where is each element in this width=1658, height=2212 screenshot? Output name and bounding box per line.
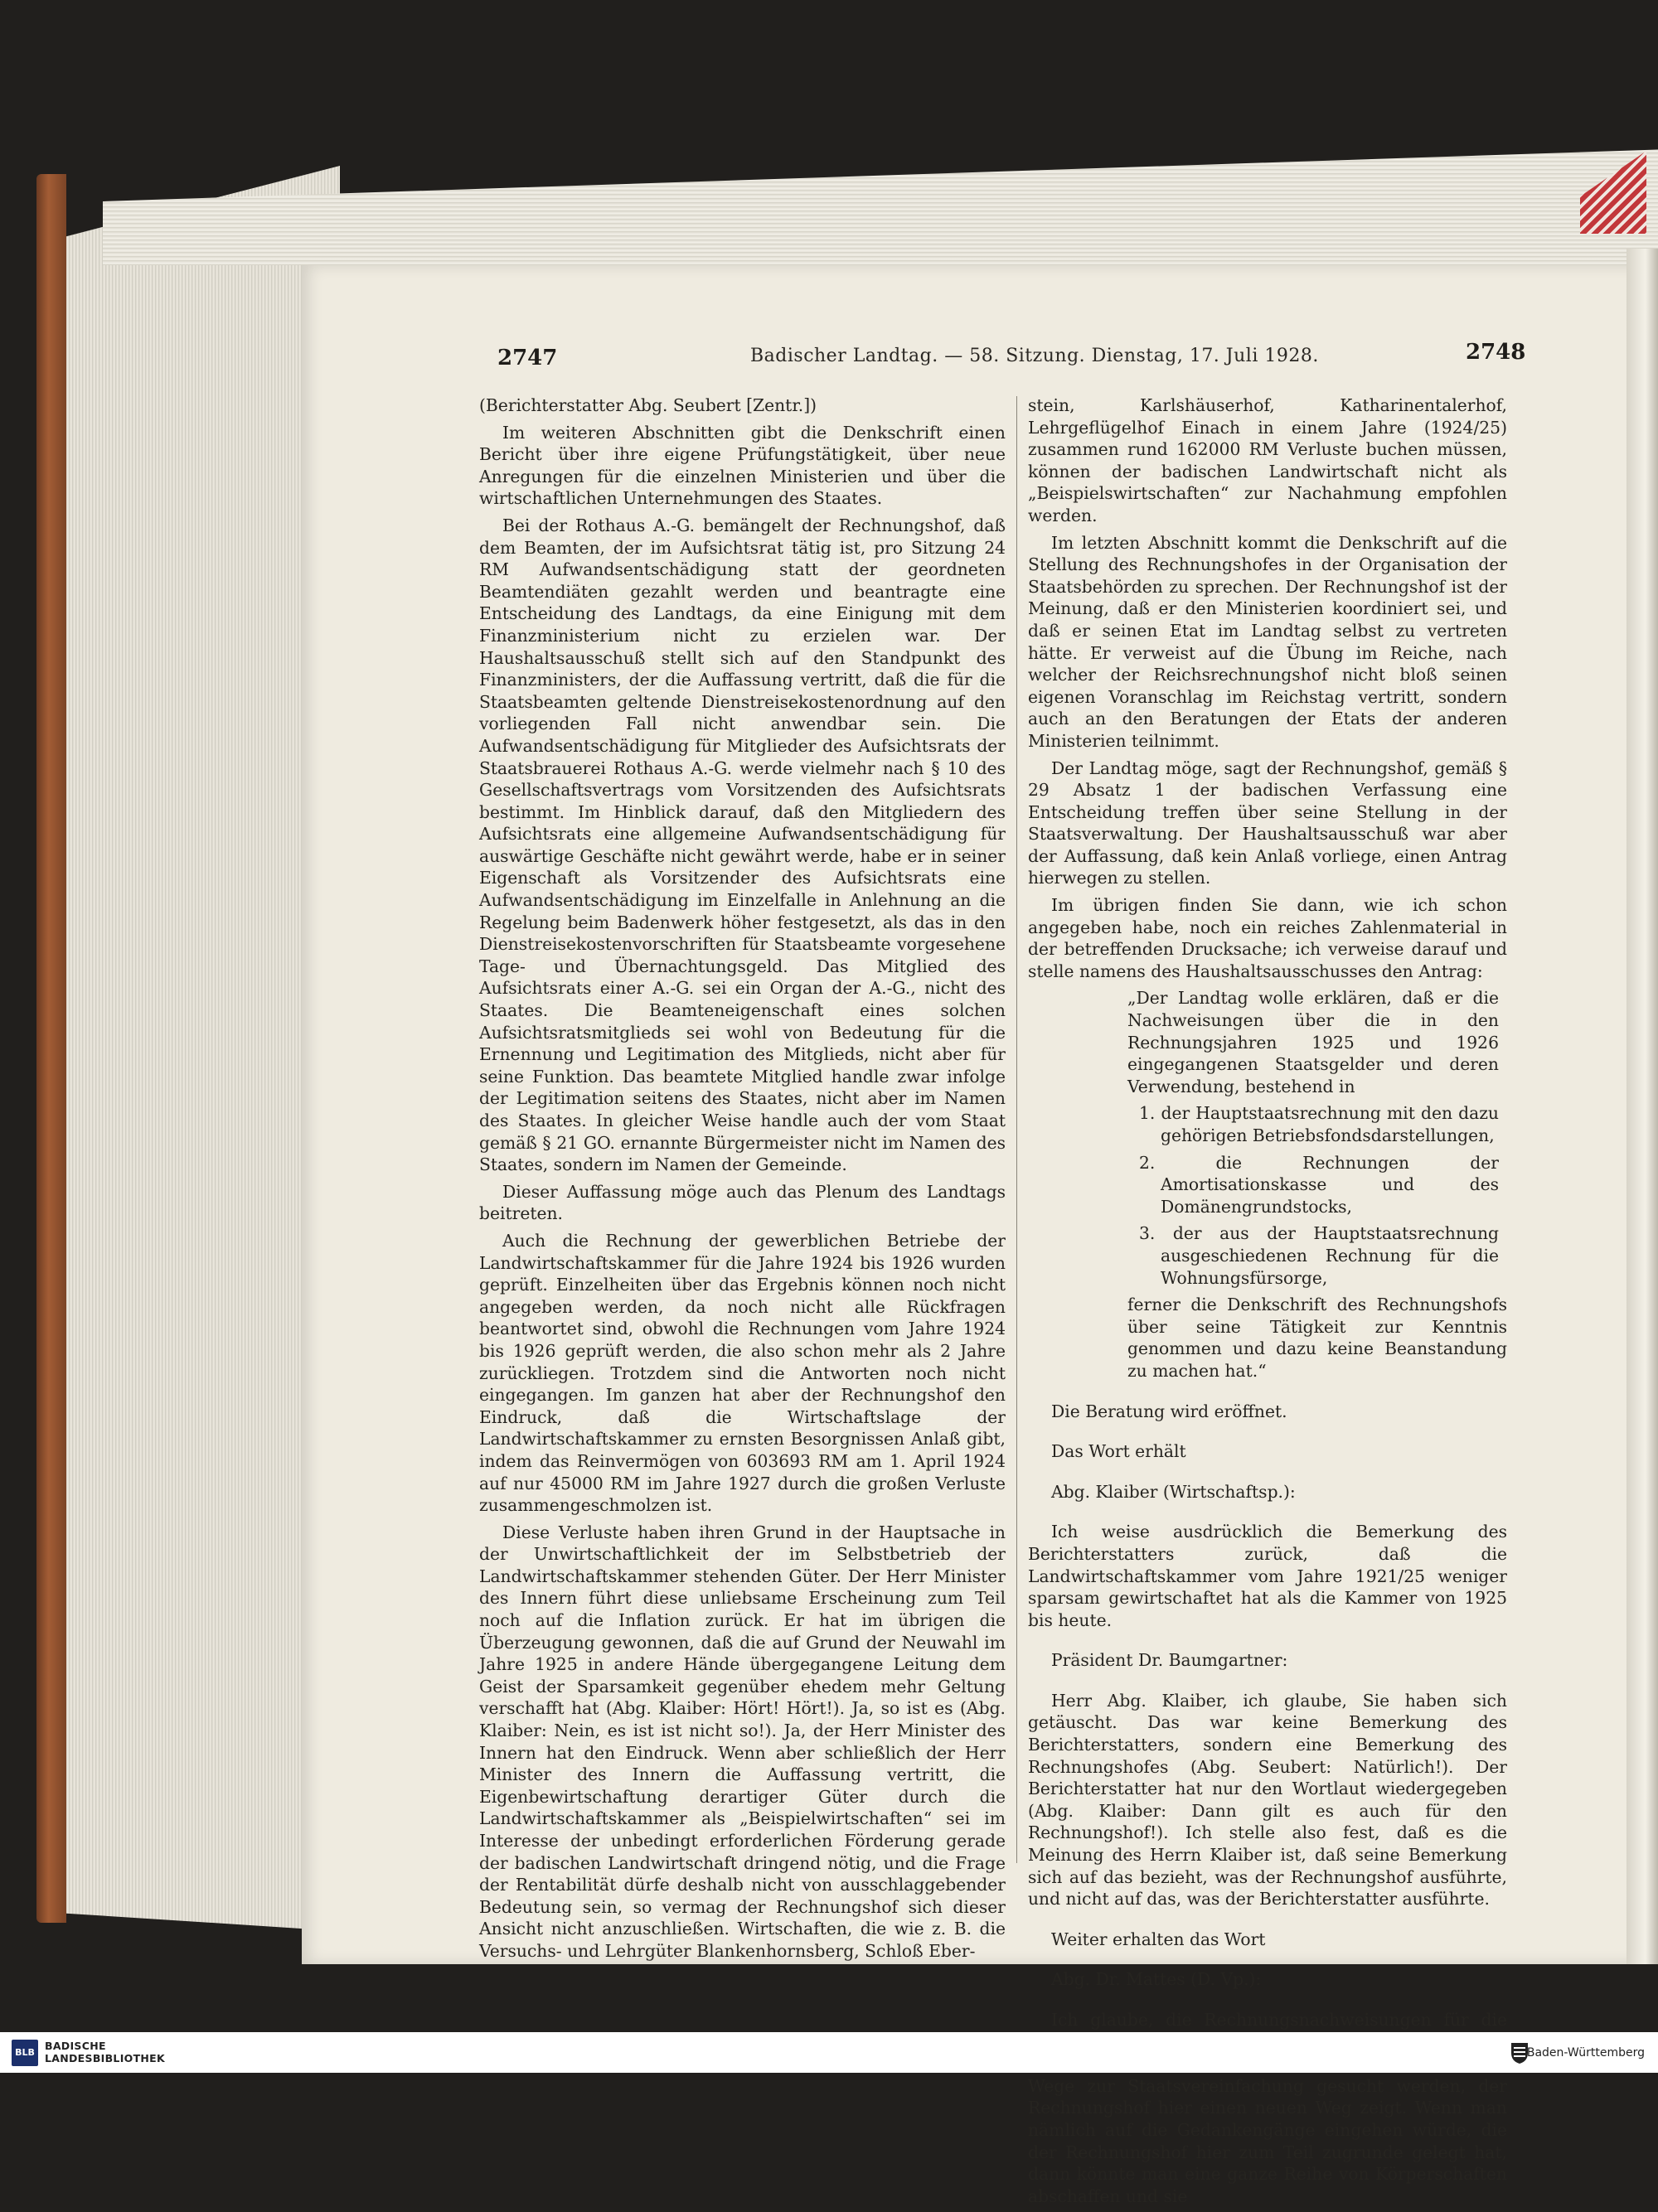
motion-quote: „Der Landtag wolle erklären, daß er die Nachweisungen über die in den Rechnungsjahren 1925 und 1926 eingegangenen Staatsgelder und deren Verwendung, bestehend in	[1127, 988, 1499, 1096]
paragraph: Im übrigen finden Sie dann, wie ich schon angegeben habe, noch ein reiches Zahlenmaterial in der betreffenden Drucksache; ich verweise darauf und stelle namens des Haushaltsausschusses den Antrag:	[1028, 895, 1507, 981]
paragraph: Ich glaube, die Rechnungsnachweisungen für die Wege zur Staatsvereinfachung gesucht werden, der Rechnungshof hier einen neuen Weg zeigt. Wenn man nämlich auf die Gedankengänge eingehen würde, die der Rechnungshof hier zum Teil zugrunde gelegt hat, dann könnte man eine ganze Reihe von Körperschaften abschaffen und sie	[1028, 2010, 1507, 2206]
left-column	[479, 394, 1006, 1968]
speaker-heading: Präsident Dr. Baumgartner:	[1051, 1650, 1288, 1671]
paragraph: stein, Karlshäuserhof, Katharinentalerhof, Lehrgeflügelhof Einach in einem Jahre (1924/25) zusammen rund 162000 RM Verluste buchen müssen, können der badischen Landwirtschaft nicht als „Beispielswirtschaften“ zur Nachahmung empfohlen werden.	[1028, 395, 1507, 525]
paragraph: Im weiteren Abschnitten gibt die Denkschrift einen Bericht über ihre eigene Prüfungstätigkeit, über neue Anregungen für die einzelnen Ministerien und über die wirtschaftlichen Unternehmungen des Staates.	[479, 422, 1006, 509]
footer-bar	[0, 2032, 1658, 2073]
library-name[interactable]	[45, 2040, 165, 2064]
speaker-heading: Abg. Klaiber (Wirtschaftsp.):	[1051, 1481, 1296, 1502]
procedural-note: Die Beratung wird eröffnet.	[1051, 1401, 1287, 1421]
list-item: 1. der Hauptstaatsrechnung mit den dazu gehörigen Betriebsfondsdarstellungen,	[1139, 1103, 1499, 1145]
motion-quote-end: ferner die Denkschrift des Rechnungshofs über seine Tätigkeit zur Kenntnis genommen und dazu keine Beanstandung zu machen hat.“	[1127, 1295, 1507, 1381]
page-number-left: 2747	[497, 346, 558, 370]
procedural-note: Weiter erhalten das Wort	[1051, 1929, 1266, 1949]
paragraph: Diese Verluste haben ihren Grund in der Hauptsache in der Unwirtschaftlichkeit der im Selbstbetrieb der Landwirtschaftskammer stehenden Güter. Der Herr Minister des Innern führt diese unliebsame Erscheinung zum Teil noch auf die Inflation zurück. Er hat im übrigen die Überzeugung gewonnen, daß die auf Grund der Neuwahl im Jahre 1925 in andere Hände übergegangene Leitung dem Geist der Sparsamkeit gegenüber ehedem mehr Geltung verschafft hat (Abg. Klaiber: Hört! Hört!). Ja, so ist es (Abg. Klaiber: Nein, es ist ist nicht so!). Ja, der Herr Minister des Innern hat den Eindruck. Wenn aber schließlich der Herr Minister des Innern die Auffassung vertritt, die Eigenbewirtschaftung derartiger Güter durch die Landwirtschaftskammer als „Beispielwirtschaften“ sei im Interesse der unbedingt erforderlichen Förderung gerade der badischen Landwirtschaft dringend nötig, und die Frage der Rentabilität dürfe deshalb nicht von ausschlaggebender Bedeutung sein, so vermag der Rechnungshof sich dieser Ansicht nicht anzuschließen. Wirtschaften, die wie z. B. die Versuchs- und Lehrgüter Blankenhornsberg, Schloß Eber-	[479, 1522, 1006, 1961]
page-block-edge	[66, 166, 340, 1931]
page-right-edge	[1626, 249, 1658, 1964]
list-item: 2. die Rechnungen der Amortisationskasse und des Domänengrundstocks,	[1139, 1152, 1499, 1217]
page-number-right: 2748	[1466, 340, 1526, 365]
library-name-line2: LANDESBIBLIOTHEK	[45, 2052, 165, 2064]
paragraph: Auch die Rechnung der gewerblichen Betriebe der Landwirtschaftskammer für die Jahre 1924 bis 1926 wurden geprüft. Einzelheiten über das Ergebnis können noch nicht angegeben werden, da noch nicht alle Rückfragen beantwortet sind, obwohl die Rechnungen vom Jahre 1924 bis 1926 geprüft werden, die also schon mehr als 2 Jahre zurückliegen. Trotzdem sind die Antworten noch nicht eingegangen. Im ganzen hat aber der Rechnungshof den Eindruck, daß die Wirtschaftslage der Landwirtschaftskammer zu ernsten Besorgnissen Anlaß gibt, indem das Reinvermögen von 603693 RM am 1. April 1924 auf nur 45000 RM im Jahre 1927 durch die großen Verluste zusammengeschmolzen ist.	[479, 1230, 1006, 1516]
running-header: Badischer Landtag. — 58. Sitzung. Dienstag, 17. Juli 1928.	[750, 346, 1319, 366]
blb-logo-icon[interactable]: BLB	[12, 2040, 38, 2066]
paragraph: Bei der Rothaus A.-G. bemängelt der Rechnungshof, daß dem Beamten, der im Aufsichtsrat tätig ist, pro Sitzung 24 RM Aufwandsentschädigung statt der geordneten Beamtendiäten gezahlt werden und beantragte eine Entscheidung des Landtags, da eine Einigung mit dem Finanzministerium nicht zu erzielen war. Der Haushaltsausschuß stellt sich auf den Standpunkt des Finanzministers, der die Auffassung vertritt, daß die für die Staatsbeamten geltende Dienstreisekostenordnung auf den vorliegenden Fall nicht anwendbar sein. Die Aufwandsentschädigung für Mitglieder des Aufsichtsrats der Staatsbrauerei Rothaus A.-G. werde vielmehr nach § 10 des Gesellschaftsvertrags vom Vorsitzenden des Aufsichtsrats bestimmt. Im Hinblick darauf, daß den Mitgliedern des Aufsichtsrats eine allgemeine Aufwandsentschädigung für auswärtige Geschäfte nicht gewährt werde, habe er in seiner Eigenschaft als Vorsitzender des Aufsichtsrats eine Aufwandsentschädigung im Einzelfalle in Anlehnung an die Regelung beim Badenwerk höher festgesetzt, als das in den Dienstreisekostenvorschriften für Staatsbeamte vorgesehene Tage- und Übernachtungsgeld. Das Mitglied des Aufsichtsrats einer A.-G. sei ein Organ der A.-G., nicht des Staates. Die Beamteneigenschaft eines solchen Aufsichtsratsmitglieds sei wohl von Bedeutung für die Ernennung und Legitimation des Mitglieds, nicht aber für seine Funktion. Das beamtete Mitglied handle zwar infolge der Legitimation seitens des Staates, nicht aber im Namen des Staates. In gleicher Weise handle auch der vom Staat gemäß § 21 GO. ernannte Bürgermeister nicht im Namen des Staates, sondern im Namen der Gemeinde.	[479, 515, 1006, 1175]
right-column	[1028, 394, 1507, 2212]
column-divider	[1016, 396, 1017, 1863]
book-cover-spine	[36, 174, 66, 1923]
paragraph: Herr Abg. Klaiber, ich glaube, Sie haben sich getäuscht. Das war keine Bemerkung des Berichterstatters, sondern eine Bemerkung des Rechnungshofes (Abg. Seubert: Natürlich!). Der Berichterstatter hat nur den Wortlaut wiedergegeben (Abg. Klaiber: Dann gilt es auch für den Rechnungshof!). Ich stelle also fest, daß es die Meinung des Herrn Klaiber ist, daß seine Bemerkung sich auf das bezieht, was der Rechnungshof ausführte, und nicht auf das, was der Berichterstatter ausführte.	[1028, 1690, 1507, 1909]
partner-name[interactable]: Baden-Württemberg	[1526, 2046, 1645, 2060]
paragraph: Ich weise ausdrücklich die Bemerkung des Berichterstatters zurück, daß die Landwirtschaftskammer vom Jahre 1921/25 weniger sparsam gewirtschaftet hat als die Kammer von 1925 bis heute.	[1028, 1522, 1507, 1630]
speaker-note: (Berichterstatter Abg. Seubert [Zentr.])	[479, 395, 817, 415]
procedural-note: Das Wort erhält	[1051, 1441, 1186, 1462]
speaker-heading: Abg. Dr. Mattes (D. Vp.):	[1051, 1969, 1262, 1990]
list-item: 3. der aus der Hauptstaatsrechnung ausgeschiedenen Rechnung für die Wohnungsfürsorge,	[1139, 1223, 1499, 1288]
paragraph: Der Landtag möge, sagt der Rechnungshof, gemäß § 29 Absatz 1 der badischen Verfassung eine Entscheidung treffen über seine Stellung in der Staatsverwaltung. Der Haushaltsausschuß war aber der Auffassung, daß kein Anlaß vorliege, einen Antrag hierwegen zu stellen.	[1028, 758, 1507, 888]
library-name-line1: BADISCHE	[45, 2040, 106, 2052]
paragraph: Dieser Auffassung möge auch das Plenum des Landtags beitreten.	[479, 1181, 1006, 1224]
page-top-edge	[103, 149, 1658, 265]
paragraph: Im letzten Abschnitt kommt die Denkschrift auf die Stellung des Rechnungshofes in der Organisation der Staatsbehörden zu sprechen. Der Rechnungshof ist der Meinung, daß er den Ministerien koordiniert sei, und daß er seinen Etat im Landtag selbst zu vertreten hätte. Er verweist auf die Übung im Reiche, nach welcher der Reichsrechnungshof nicht bloß seinen eigenen Voranschlag im Reichstag vertritt, sondern auch an den Beratungen der Etats der anderen Ministerien teilnimmt.	[1028, 532, 1507, 751]
